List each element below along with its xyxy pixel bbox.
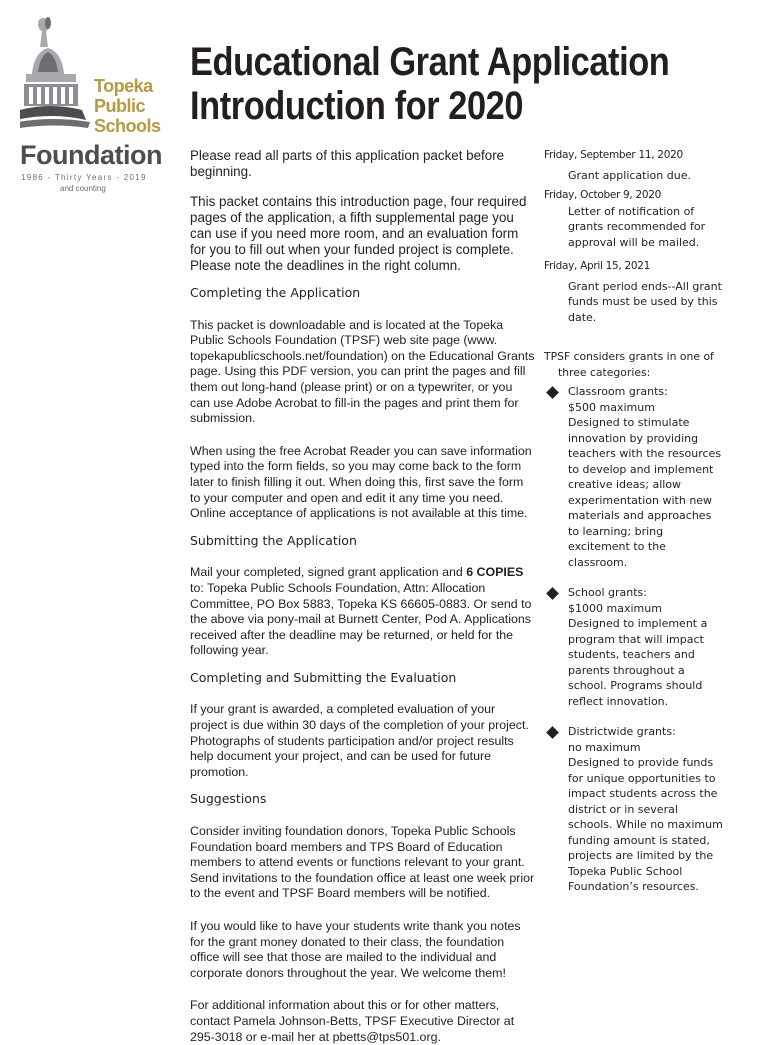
logo-word-public: Public bbox=[94, 96, 146, 116]
contact-paragraph: For additional information about this or for other matters, contact Pamela Johnson-Betts, TPSF Executive Director at 295-3018 or e-mail her at pbetts@tps501.org. bbox=[190, 998, 515, 1044]
category-description: Designed to provide funds for unique opportunities to impact students across the district or in several schools. While no maximum funding amount is stated, projects are limited by the Topeka Public School Foundation’s resources. bbox=[568, 756, 723, 893]
logo-word-foundation: Foundation bbox=[20, 140, 162, 170]
main-column bbox=[190, 148, 535, 1045]
section-heading-submitting: Submitting the Application bbox=[190, 532, 357, 548]
page-title bbox=[190, 40, 672, 128]
logo-word-topeka: Topeka bbox=[94, 76, 153, 96]
section-heading-evaluation: Completing and Submitting the Evaluation bbox=[190, 669, 457, 685]
intro-paragraph-1: Please read all parts of this application packet before beginning. bbox=[190, 148, 505, 179]
deadlines-column bbox=[544, 148, 724, 895]
category-amount: $500 maximum bbox=[568, 400, 655, 414]
diamond-bullet-icon bbox=[546, 386, 559, 399]
diamond-bullet-icon bbox=[546, 726, 559, 739]
category-name: Districtwide grants: bbox=[568, 725, 676, 738]
category-classroom bbox=[544, 384, 724, 570]
suggestions-paragraph-2: If you would like to have your students write thank you notes for the grant money donated to their class, the foundation office will see that those are mailed to the individual and corporate donors throughout the year. We welcome them! bbox=[190, 919, 521, 980]
category-school bbox=[544, 585, 724, 709]
category-name: Classroom grants: bbox=[568, 385, 668, 398]
section-heading-suggestions: Suggestions bbox=[190, 791, 267, 807]
evaluation-paragraph: If your grant is awarded, a completed evaluation of your project is due within 30 days of the completion of your project. Photographs of students participation and/or project results help document your project, and can be used for future promotion. bbox=[190, 702, 529, 779]
submitting-paragraph bbox=[190, 565, 535, 659]
section-heading-completing: Completing the Application bbox=[190, 285, 361, 300]
deadline-date: Friday, October 9, 2020 bbox=[544, 189, 662, 201]
category-description: Designed to implement a program that will impact students, teachers and parents throughout a school. Programs should reflect innovation. bbox=[568, 617, 708, 708]
logo-years: 1986 - Thirty Years - 2019 bbox=[21, 173, 147, 182]
bell-dome-icon bbox=[20, 14, 94, 144]
copies-emphasis: 6 COPIES bbox=[466, 565, 524, 580]
logo-word-schools: Schools bbox=[94, 116, 161, 136]
categories-intro-text: TPSF considers grants in one of three categories: bbox=[544, 350, 714, 379]
deadline-text: Grant application due. bbox=[568, 168, 691, 182]
intro-paragraph-2: This packet contains this introduction page, four required pages of the application, a fifth supplemental page you can use if you need more room, and an evaluation form for you to fill out when your funded project is complete. Please note the deadlines in the right column. bbox=[190, 194, 527, 273]
title-line-2: Introduction for 2020 bbox=[190, 84, 524, 128]
submitting-text-before: Mail your completed, signed grant application and bbox=[190, 565, 467, 580]
suggestions-paragraph-1: Consider inviting foundation donors, Topeka Public Schools Foundation board members and TPS Board of Education members to attend events or functions relevant to your grant. Send invitations to the foundation office at least one week prior to the event and TPSF Board members will be notified. bbox=[190, 824, 535, 901]
category-description: Designed to stimulate innovation by providing teachers with the resources to develop and implement creative ideas; allow experimentation with new materials and approaches to learning; bring excitement to the classroom. bbox=[568, 416, 722, 569]
deadline-text: Letter of notification of grants recommended for approval will be mailed. bbox=[568, 204, 706, 249]
completing-paragraph-2: When using the free Acrobat Reader you can save information typed into the form fields, so you may come back to the form later to finish filling it out. When doing this, first save the form to your computer and open and edit it any time you need. Online acceptance of applications is not available at this time. bbox=[190, 443, 532, 521]
deadline-text: Grant period ends--All grant funds must be used by this date. bbox=[568, 279, 722, 324]
logo-counting: and counting bbox=[60, 184, 106, 193]
deadline-date: Friday, April 15, 2021 bbox=[544, 260, 650, 272]
deadline-date: Friday, September 11, 2020 bbox=[544, 149, 683, 161]
category-name: School grants: bbox=[568, 586, 647, 599]
category-districtwide bbox=[544, 724, 724, 895]
submitting-text-after: to: Topeka Public Schools Foundation, Attn: Allocation Committee, PO Box 5883, Topeka KS 66605-0883. Or send to the above via pony-mail at Burnett Center, Pod A. Applications received after the deadline may be returned, or held for the following year. bbox=[190, 580, 532, 658]
category-amount: no maximum bbox=[568, 740, 641, 754]
categories-intro bbox=[544, 349, 724, 380]
title-line-1: Educational Grant Application bbox=[190, 40, 670, 84]
completing-paragraph-1: This packet is downloadable and is located at the Topeka Public Schools Foundation (TPSF) web site page (www. topekapublicschools.net/foundation) on the Educational Grants page. Using this PDF version, you can print the pages and fill them out long-hand (please print) or on a typewriter, or you can use Adobe Acrobat to fill-in the pages and print them for submission. bbox=[190, 317, 535, 426]
diamond-bullet-icon bbox=[546, 587, 559, 600]
foundation-logo bbox=[20, 14, 162, 194]
category-amount: $1000 maximum bbox=[568, 601, 662, 615]
